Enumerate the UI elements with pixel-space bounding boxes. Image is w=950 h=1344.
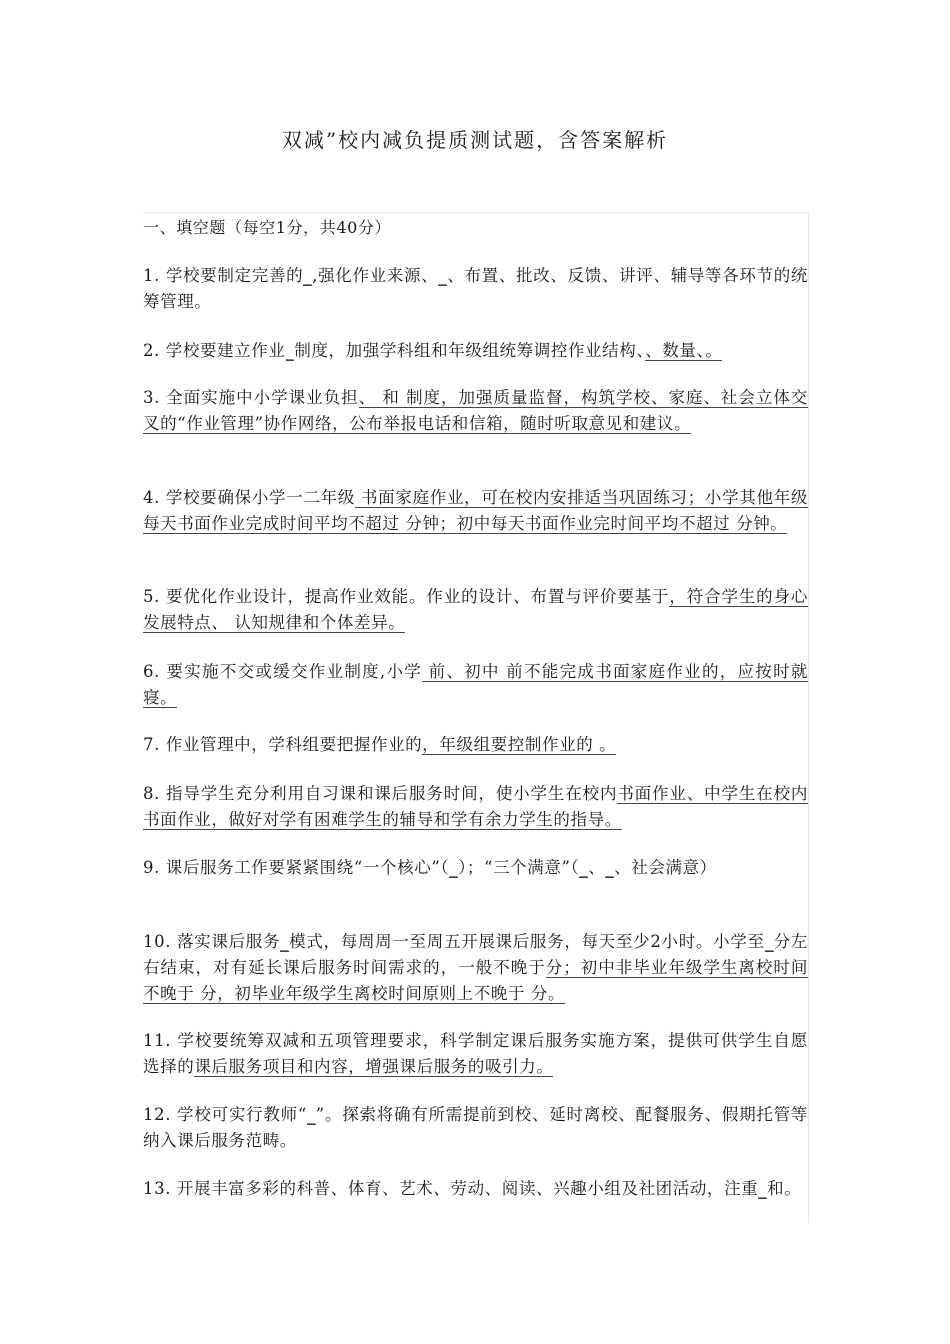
q2-blank-1: _ — [285, 341, 295, 360]
question-12 — [143, 1102, 808, 1154]
question-6 — [143, 659, 808, 711]
q2-blank-3: 。 — [705, 341, 723, 360]
q9-text: 9. 课后服务工作要紧紧围绕“一个核心”（ — [143, 858, 450, 877]
q10-text: 10. 落实课后服务 — [143, 932, 281, 951]
q10-blank-2: _ — [764, 932, 774, 951]
q2-blank-2: 、数量、 — [645, 341, 706, 360]
question-10 — [143, 929, 808, 1007]
q10-blank-1: _ — [280, 932, 290, 951]
q5-underlined-text: ，符合学生的身心发展特点、 认知规律和个体差异。 — [143, 587, 808, 632]
q9-text: 、社会满意） — [614, 858, 717, 877]
q13-text: 和。 — [767, 1179, 802, 1198]
q8-underlined-text: 书面作业、中学生在校内 书面作业，做好对学有困难学生的辅导和学有余力学生的指导。 — [143, 784, 808, 829]
q3-text: 3. 全面实施中小学课业负担 — [143, 388, 359, 407]
q12-text: 12. 学校可实行教师“ — [143, 1105, 307, 1124]
q1-text: 、布置、批改、反馈、讲评、辅导等各环节的统筹管理。 — [143, 266, 808, 311]
question-13 — [143, 1176, 808, 1202]
q6-underlined-text: 前、初中 前不能完成书面家庭作业的，应按时就寝。 — [143, 662, 808, 707]
q3-underlined-text: 、 和 制度，加强质量监督，构筑学校、家庭、社会立体交叉的“作业管理”协作网络，公布举报电话和信箱，随时听取意见和建议。 — [143, 388, 808, 433]
question-list — [143, 212, 809, 1223]
question-7 — [143, 732, 808, 758]
q4-underlined-text: 书面家庭作业，可在校内安排适当巩固练习；小学其他年级每天书面作业完成时间平均不超过 分钟；初中每天书面作业完时间平均不超过 分钟。 — [143, 488, 808, 533]
question-9 — [143, 855, 808, 881]
q5-text: 5. 要优化作业设计，提高作业效能。作业的设计、布置与评价要基于 — [143, 587, 670, 606]
q12-blank-1: _ — [306, 1105, 316, 1124]
question-11 — [143, 1028, 808, 1080]
q2-text: 制度，加强学科组和年级组统筹调控作业结构、 — [294, 341, 646, 360]
q13-blank-1: _ — [758, 1179, 768, 1198]
q1-blank-2: _ — [438, 266, 448, 285]
q13-text: 13. 开展丰富多彩的科普、体育、艺术、劳动、阅读、兴趣小组及社团活动，注重 — [143, 1179, 759, 1198]
q9-text: 、 — [588, 858, 606, 877]
q7-underlined-text: ，年级组要控制作业的 。 — [422, 735, 617, 754]
q9-text: ）；“三个满意”（ — [458, 858, 580, 877]
q8-text: 8. 指导学生充分利用自习课和课后服务时间，使小学生在校内 — [143, 784, 618, 803]
q9-blank-3: _ — [605, 858, 615, 877]
q7-text: 7. 作业管理中，学科组要把握作业的 — [143, 735, 423, 754]
q11-text: 11. 学校要统筹双减和五项管理要求，科学制定课后服务实施方案，提供可供学生自愿选择的 — [143, 1031, 808, 1076]
q10-underlined-text: 分；初中非毕业年级学生离校时间不晚于 分，初毕业年级学生离校时间原则上不晚于 分。 — [143, 958, 808, 1003]
q1-text: ,强化作业来源、 — [312, 266, 439, 285]
q2-text: 2. 学校要建立作业 — [143, 341, 286, 360]
question-5 — [143, 584, 808, 636]
q11-underlined-text: 课后服务项目和内容，增强课后服务的吸引力。 — [194, 1057, 554, 1076]
q4-text: 4. 学校要确保小学一二年级 — [143, 488, 356, 507]
question-1 — [143, 263, 808, 315]
q9-blank-2: _ — [579, 858, 589, 877]
q1-text: 1. 学校要制定完善的 — [143, 266, 304, 285]
question-4 — [143, 485, 808, 537]
q9-blank-1: _ — [449, 858, 459, 877]
question-8 — [143, 781, 808, 833]
page-title: 双减”校内减负提质测试题，含答案解析 — [281, 128, 669, 152]
question-3 — [143, 385, 808, 437]
q10-text: 模式，每周周一至周五开展课后服务，每天至少2小时。小学至 — [289, 932, 765, 951]
q12-text: ”。探索将确有所需提前到校、延时离校、配餐服务、假期托管等纳入课后服务范畴。 — [143, 1105, 808, 1150]
section-heading: 一、填空题（每空1分，共40分） — [143, 218, 392, 237]
q6-text: 6. 要实施不交或缓交作业制度,小学 — [143, 662, 423, 681]
q1-blank-1: _ — [303, 266, 313, 285]
q10-text: 分左右结束，对有延长课后服务时间需求的，一般不晚于 — [143, 932, 808, 977]
question-2 — [143, 338, 808, 364]
